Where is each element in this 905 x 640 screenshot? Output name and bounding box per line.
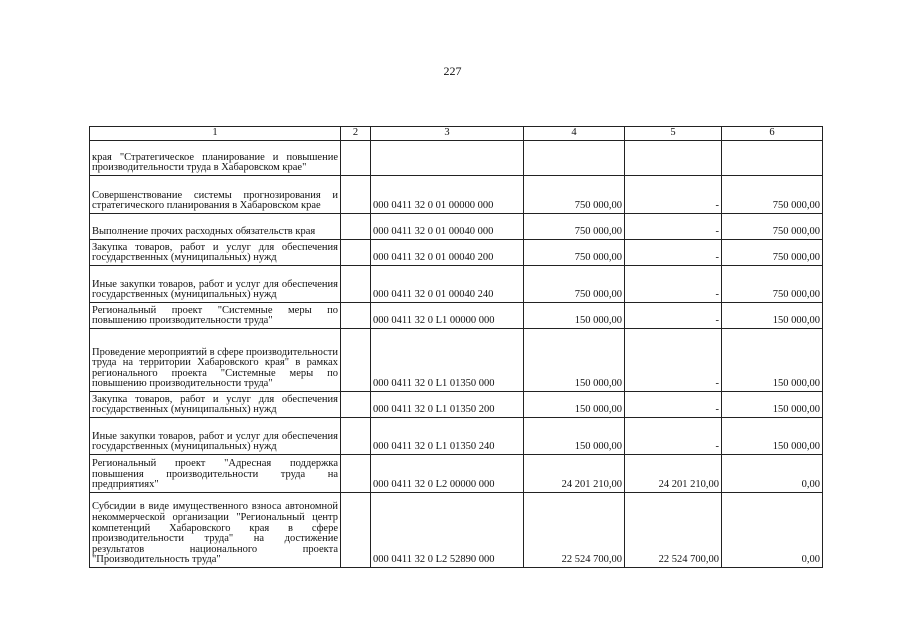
row-value-4: 150 000,00 xyxy=(524,303,625,329)
row-value-5: - xyxy=(625,329,722,392)
row-col2 xyxy=(341,141,371,176)
row-name: Региональный проект "Адресная поддержка повышения производительности труда на предприятиях" xyxy=(90,455,341,493)
header-row xyxy=(90,127,823,141)
row-value-6: 150 000,00 xyxy=(722,329,823,392)
row-value-6: 750 000,00 xyxy=(722,266,823,303)
row-code: 000 0411 32 0 01 00040 240 xyxy=(371,266,524,303)
row-value-5: - xyxy=(625,418,722,455)
column-header-3: 3 xyxy=(371,127,524,141)
row-name: Выполнение прочих расходных обязательств края xyxy=(90,214,341,240)
row-value-5: - xyxy=(625,303,722,329)
row-name: Иные закупки товаров, работ и услуг для обеспечения государственных (муниципальных) нужд xyxy=(90,418,341,455)
table-row xyxy=(90,329,823,392)
row-value-5: - xyxy=(625,176,722,214)
row-value-5: - xyxy=(625,392,722,418)
row-name: Субсидии в виде имущественного взноса автономной некоммерческой организации "Региональный центр компетенций Хабаровского края в сфере производительности труда" на достижение результатов национального проекта "Производительность труда" xyxy=(90,493,341,568)
row-col2 xyxy=(341,240,371,266)
row-value-5: 22 524 700,00 xyxy=(625,493,722,568)
table-row xyxy=(90,493,823,568)
row-value-5 xyxy=(625,141,722,176)
row-value-6: 150 000,00 xyxy=(722,418,823,455)
table-row xyxy=(90,266,823,303)
table-row xyxy=(90,141,823,176)
row-value-6: 150 000,00 xyxy=(722,303,823,329)
row-value-6: 0,00 xyxy=(722,493,823,568)
row-value-6: 750 000,00 xyxy=(722,214,823,240)
row-value-6: 750 000,00 xyxy=(722,176,823,214)
table-row xyxy=(90,240,823,266)
row-value-6: 750 000,00 xyxy=(722,240,823,266)
column-header-2: 2 xyxy=(341,127,371,141)
table-row xyxy=(90,214,823,240)
row-name: Закупка товаров, работ и услуг для обеспечения государственных (муниципальных) нужд xyxy=(90,392,341,418)
row-col2 xyxy=(341,392,371,418)
row-col2 xyxy=(341,176,371,214)
row-col2 xyxy=(341,303,371,329)
column-header-1: 1 xyxy=(90,127,341,141)
row-value-5: - xyxy=(625,214,722,240)
row-code: 000 0411 32 0 L1 00000 000 xyxy=(371,303,524,329)
row-value-5: 24 201 210,00 xyxy=(625,455,722,493)
row-value-4: 750 000,00 xyxy=(524,214,625,240)
row-value-4 xyxy=(524,141,625,176)
table-row xyxy=(90,392,823,418)
column-header-6: 6 xyxy=(722,127,823,141)
table-row xyxy=(90,303,823,329)
row-col2 xyxy=(341,329,371,392)
row-name: Совершенствование системы прогнозирования и стратегического планирования в Хабаровском крае xyxy=(90,176,341,214)
row-code: 000 0411 32 0 L2 00000 000 xyxy=(371,455,524,493)
row-name: Закупка товаров, работ и услуг для обеспечения государственных (муниципальных) нужд xyxy=(90,240,341,266)
row-value-6 xyxy=(722,141,823,176)
column-header-4: 4 xyxy=(524,127,625,141)
row-code: 000 0411 32 0 01 00040 000 xyxy=(371,214,524,240)
row-name: Региональный проект "Системные меры по повышению производительности труда" xyxy=(90,303,341,329)
row-value-5: - xyxy=(625,266,722,303)
row-value-4: 150 000,00 xyxy=(524,392,625,418)
table-row xyxy=(90,418,823,455)
row-code: 000 0411 32 0 01 00000 000 xyxy=(371,176,524,214)
column-header-5: 5 xyxy=(625,127,722,141)
row-col2 xyxy=(341,455,371,493)
row-value-4: 22 524 700,00 xyxy=(524,493,625,568)
row-code: 000 0411 32 0 L2 52890 000 xyxy=(371,493,524,568)
row-col2 xyxy=(341,493,371,568)
row-code: 000 0411 32 0 L1 01350 200 xyxy=(371,392,524,418)
row-value-4: 750 000,00 xyxy=(524,240,625,266)
row-name: края "Стратегическое планирование и повышение производительности труда в Хабаровском крае" xyxy=(90,141,341,176)
row-value-5: - xyxy=(625,240,722,266)
budget-table xyxy=(89,126,823,568)
row-value-4: 750 000,00 xyxy=(524,266,625,303)
row-value-6: 150 000,00 xyxy=(722,392,823,418)
row-code: 000 0411 32 0 L1 01350 000 xyxy=(371,329,524,392)
row-code xyxy=(371,141,524,176)
row-value-4: 150 000,00 xyxy=(524,329,625,392)
row-name: Проведение мероприятий в сфере производительности труда на территории Хабаровского края" в рамках регионального проекта "Системные меры по повышению производительности труда" xyxy=(90,329,341,392)
table-row xyxy=(90,176,823,214)
row-value-4: 150 000,00 xyxy=(524,418,625,455)
row-col2 xyxy=(341,418,371,455)
row-col2 xyxy=(341,266,371,303)
page-number: 227 xyxy=(443,64,462,78)
row-value-4: 24 201 210,00 xyxy=(524,455,625,493)
row-code: 000 0411 32 0 01 00040 200 xyxy=(371,240,524,266)
table-row xyxy=(90,455,823,493)
row-code: 000 0411 32 0 L1 01350 240 xyxy=(371,418,524,455)
row-name: Иные закупки товаров, работ и услуг для обеспечения государственных (муниципальных) нужд xyxy=(90,266,341,303)
row-col2 xyxy=(341,214,371,240)
row-value-4: 750 000,00 xyxy=(524,176,625,214)
row-value-6: 0,00 xyxy=(722,455,823,493)
